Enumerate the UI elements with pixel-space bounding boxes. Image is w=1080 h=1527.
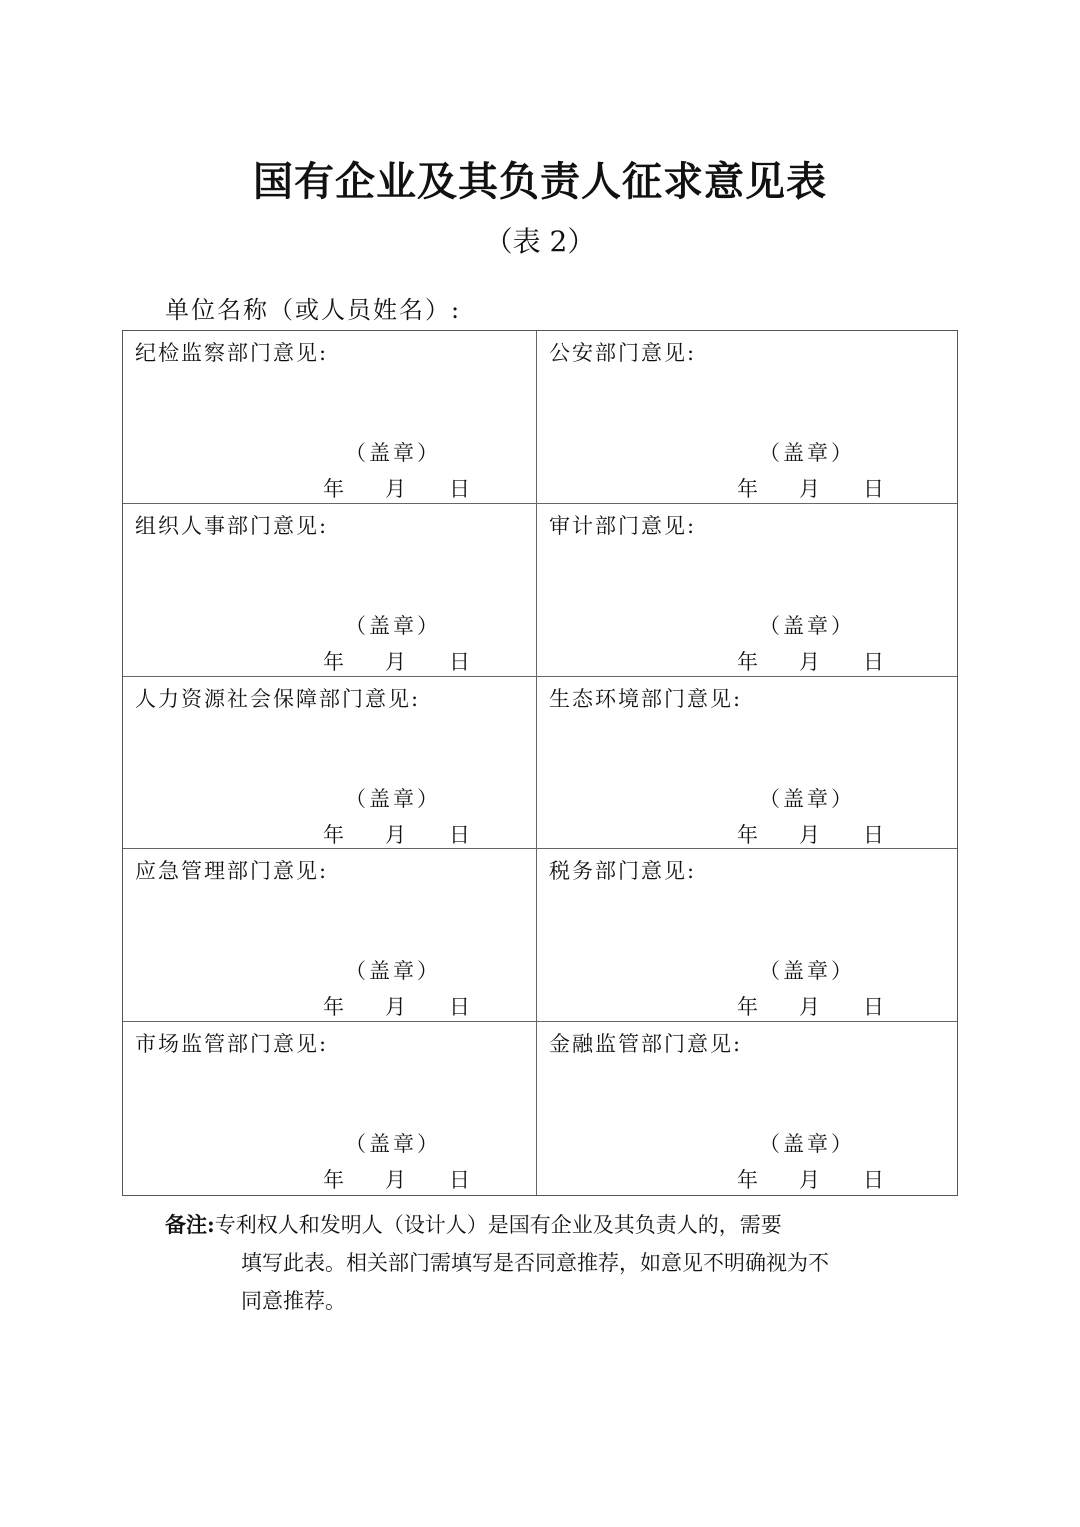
- opinion-table: [122, 330, 958, 1196]
- department-label: 税务部门意见:: [549, 859, 697, 884]
- seal-label: （盖章）: [345, 441, 441, 465]
- department-label: 审计部门意见:: [549, 513, 697, 538]
- page-title: 国有企业及其负责人征求意见表: [253, 158, 827, 205]
- month-label: 月: [799, 477, 820, 501]
- opinion-cell[interactable]: [537, 677, 957, 850]
- year-label: 年: [323, 1168, 344, 1193]
- month-label: 月: [385, 1168, 406, 1193]
- date-line: [323, 646, 470, 676]
- year-label: 年: [323, 477, 344, 501]
- year-label: 年: [737, 822, 758, 847]
- remarks-prefix: 备注:: [165, 1212, 215, 1237]
- opinion-cell[interactable]: [537, 331, 957, 504]
- department-label: 生态环境部门意见:: [549, 686, 743, 711]
- month-label: 月: [385, 477, 406, 501]
- opinion-cell[interactable]: [123, 677, 537, 850]
- year-label: 年: [737, 649, 758, 674]
- month-label: 月: [385, 822, 406, 847]
- day-label: 日: [863, 477, 884, 501]
- opinion-cell[interactable]: [537, 504, 957, 677]
- year-label: 年: [737, 995, 758, 1020]
- day-label: 日: [449, 995, 470, 1020]
- day-label: 日: [449, 649, 470, 674]
- date-line: [737, 646, 884, 676]
- date-line: [737, 991, 884, 1021]
- year-label: 年: [737, 477, 758, 501]
- seal-label: （盖章）: [759, 441, 855, 465]
- seal-label: （盖章）: [345, 613, 441, 638]
- day-label: 日: [863, 822, 884, 847]
- date-line: [737, 1164, 884, 1194]
- month-label: 月: [799, 822, 820, 847]
- month-label: 月: [799, 1168, 820, 1193]
- date-line: [737, 473, 884, 503]
- remarks-line-2: 填写此表。相关部门需填写是否同意推荐，如意见不明确视为不: [241, 1251, 829, 1275]
- day-label: 日: [863, 649, 884, 674]
- year-label: 年: [323, 822, 344, 847]
- month-label: 月: [385, 649, 406, 674]
- seal-label: （盖章）: [759, 1132, 855, 1157]
- opinion-cell[interactable]: [537, 849, 957, 1022]
- unit-name-label: 单位名称（或人员姓名）:: [165, 296, 462, 324]
- day-label: 日: [863, 995, 884, 1020]
- date-line: [323, 819, 470, 849]
- department-label: 纪检监察部门意见:: [135, 341, 329, 365]
- year-label: 年: [323, 995, 344, 1020]
- day-label: 日: [863, 1168, 884, 1193]
- day-label: 日: [449, 1168, 470, 1193]
- opinion-cell[interactable]: [123, 1022, 537, 1195]
- year-label: 年: [737, 1168, 758, 1193]
- month-label: 月: [385, 995, 406, 1020]
- date-line: [737, 819, 884, 849]
- day-label: 日: [449, 822, 470, 847]
- opinion-cell[interactable]: [123, 849, 537, 1022]
- date-line: [323, 991, 470, 1021]
- department-label: 市场监管部门意见:: [135, 1032, 329, 1057]
- seal-label: （盖章）: [759, 959, 855, 984]
- department-label: 应急管理部门意见:: [135, 859, 329, 884]
- seal-label: （盖章）: [759, 613, 855, 638]
- department-label: 公安部门意见:: [549, 341, 697, 365]
- opinion-cell[interactable]: [123, 331, 537, 504]
- remarks-line-1: 专利权人和发明人（设计人）是国有企业及其负责人的，需要: [214, 1213, 782, 1237]
- remarks-line-3: 同意推荐。: [241, 1289, 346, 1313]
- department-label: 金融监管部门意见:: [549, 1032, 743, 1057]
- year-label: 年: [323, 649, 344, 674]
- department-label: 组织人事部门意见:: [135, 513, 329, 538]
- seal-label: （盖章）: [759, 786, 855, 811]
- seal-label: （盖章）: [345, 1132, 441, 1157]
- department-label: 人力资源社会保障部门意见:: [135, 686, 421, 711]
- day-label: 日: [449, 477, 470, 501]
- page-subtitle: （表 2）: [484, 225, 596, 258]
- opinion-cell[interactable]: [123, 504, 537, 677]
- seal-label: （盖章）: [345, 786, 441, 811]
- month-label: 月: [799, 649, 820, 674]
- date-line: [323, 473, 470, 503]
- seal-label: （盖章）: [345, 959, 441, 984]
- date-line: [323, 1164, 470, 1194]
- remarks: [165, 1206, 925, 1320]
- month-label: 月: [799, 995, 820, 1020]
- opinion-cell[interactable]: [537, 1022, 957, 1195]
